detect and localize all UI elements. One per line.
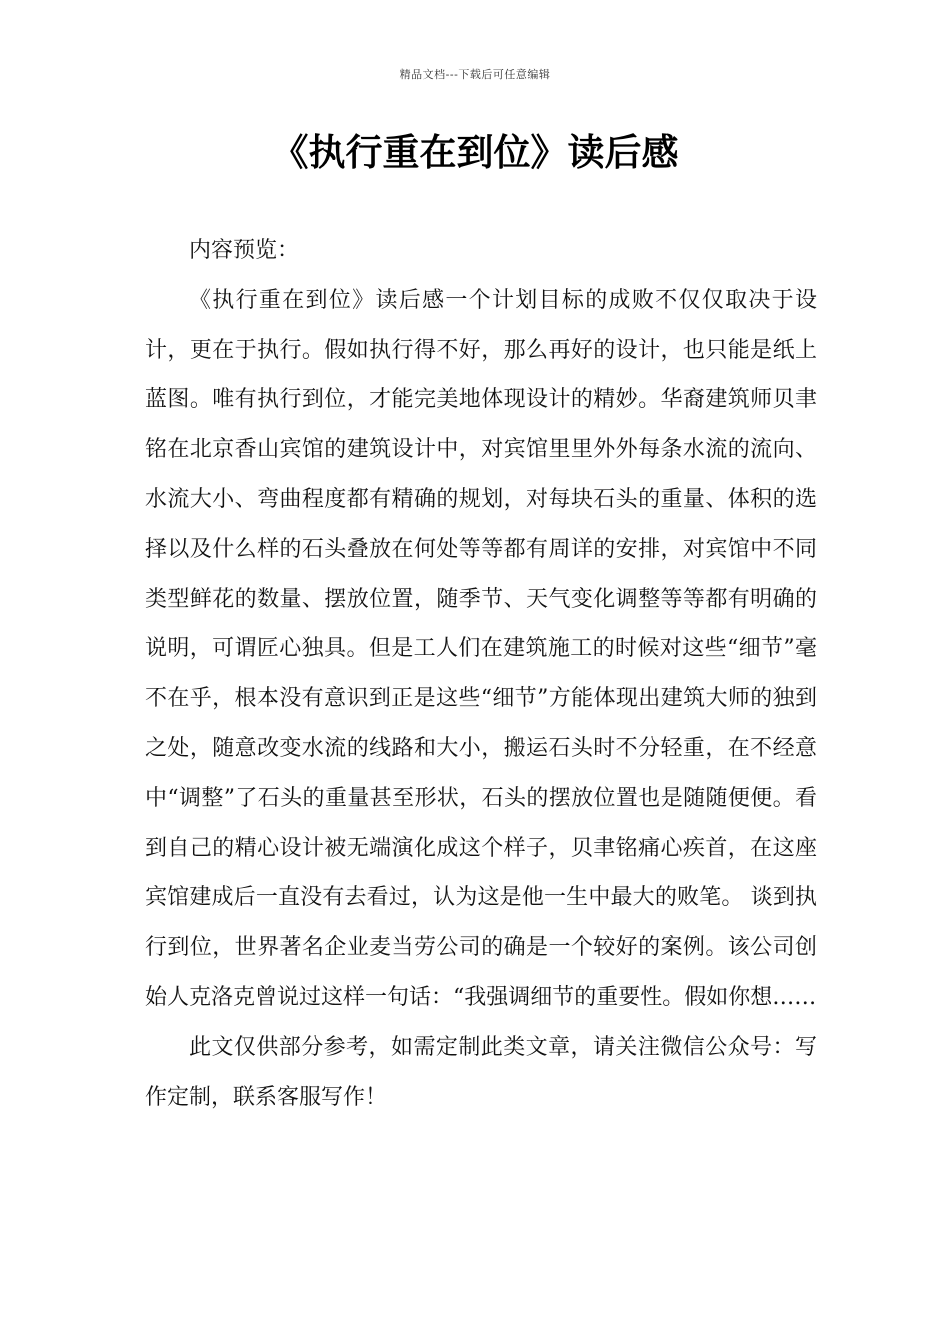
body-paragraph: 《执行重在到位》读后感一个计划目标的成败不仅仅取决于设计，更在于执行。假如执行得不好，那么再好的设计，也只能是纸上蓝图。唯有执行到位，才能完美地体现设计的精妙。华裔建筑师贝聿铭在北京香山宾馆的建筑设计中，对宾馆里里外外每条水流的流向、水流大小、弯曲程度都有精确的规划，对每块石头的重量、体积的选择以及什么样的石头叠放在何处等等都有周详的安排，对宾馆中不同类型鲜花的数量、摆放位置，随季节、天气变化调整等等都有明确的说明，可谓匠心独具。但是工人们在建筑施工的时候对这些“细节”毫不在乎，根本没有意识到正是这些“细节”方能体现出建筑大师的独到之处，随意改变水流的线路和大小，搬运石头时不分轻重，在不经意中“调整”了石头的重量甚至形状，石头的摆放位置也是随随便便。看到自己的精心设计被无端演化成这个样子，贝聿铭痛心疾首，在这座宾馆建成后一直没有去看过，认为这是他一生中最大的败笔。 谈到执行到位，世界著名企业麦当劳公司的确是一个较好的案例。该公司创始人克洛克曾说过这样一句话：“我强调细节的重要性。假如你想…… bbox=[145, 287, 817, 1010]
document-body bbox=[145, 226, 817, 1122]
document-title: 《执行重在到位》读后感 bbox=[271, 131, 679, 174]
footer-notice: 此文仅供部分参考，如需定制此类文章，请关注微信公众号：写作定制，联系客服写作！ bbox=[145, 1034, 817, 1110]
preview-label: 内容预览： bbox=[189, 238, 300, 263]
header-note: 精品文档---下载后可任意编辑 bbox=[399, 68, 551, 81]
